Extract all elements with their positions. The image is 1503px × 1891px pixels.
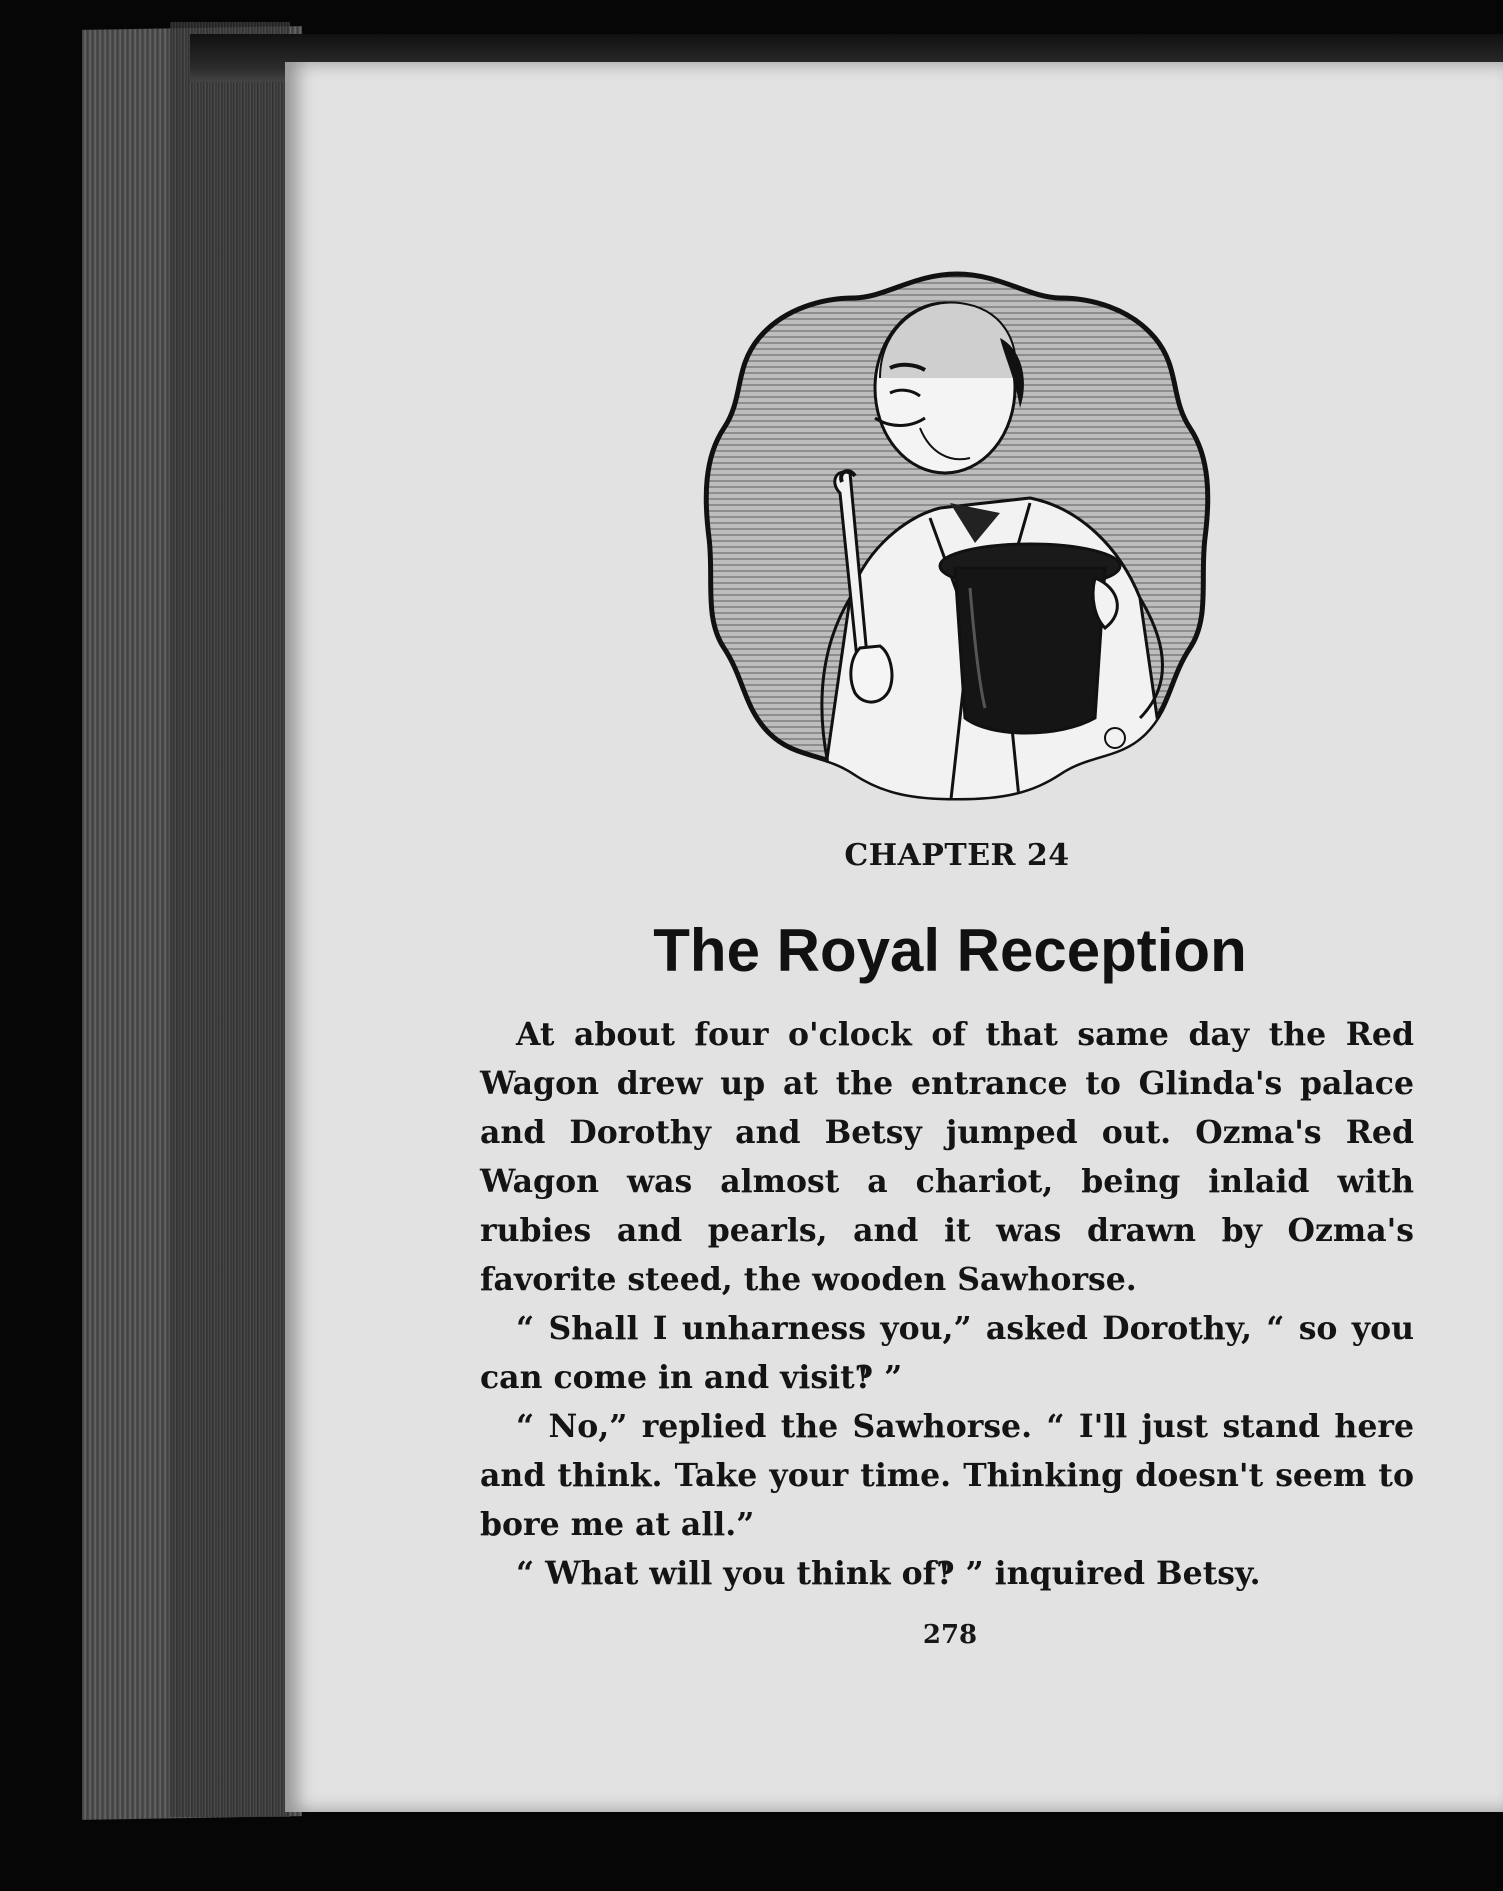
paragraph: “ Shall I unharness you,” asked Dorothy, “ so you can come in and visit‽ ” [480, 1310, 1414, 1396]
paragraph: “ What will you think of‽ ” inquired Betsy. [516, 1555, 1261, 1592]
book-page-edges-shadow [170, 22, 290, 1817]
chapter-number: CHAPTER 24 [844, 838, 1070, 873]
paragraph: At about four o'clock of that same day the Red Wagon drew up at the entrance to Glinda's palace and Dorothy and Betsy jumped out. Ozma's Red Wagon was almost a chariot, being inlaid with rubies and pearls, and it was drawn by Ozma's favorite steed, the wooden Sawhorse. [480, 1016, 1414, 1298]
paragraph: “ No,” replied the Sawhorse. “ I'll just stand here and think. Take your time. Thinking doesn't seem to bore me at all.” [480, 1408, 1414, 1543]
chapter-title: The Royal Reception [653, 917, 1247, 984]
page-number: 278 [922, 1620, 978, 1650]
chapter-body-text [480, 1010, 1414, 1598]
chapter-illustration [700, 268, 1214, 808]
